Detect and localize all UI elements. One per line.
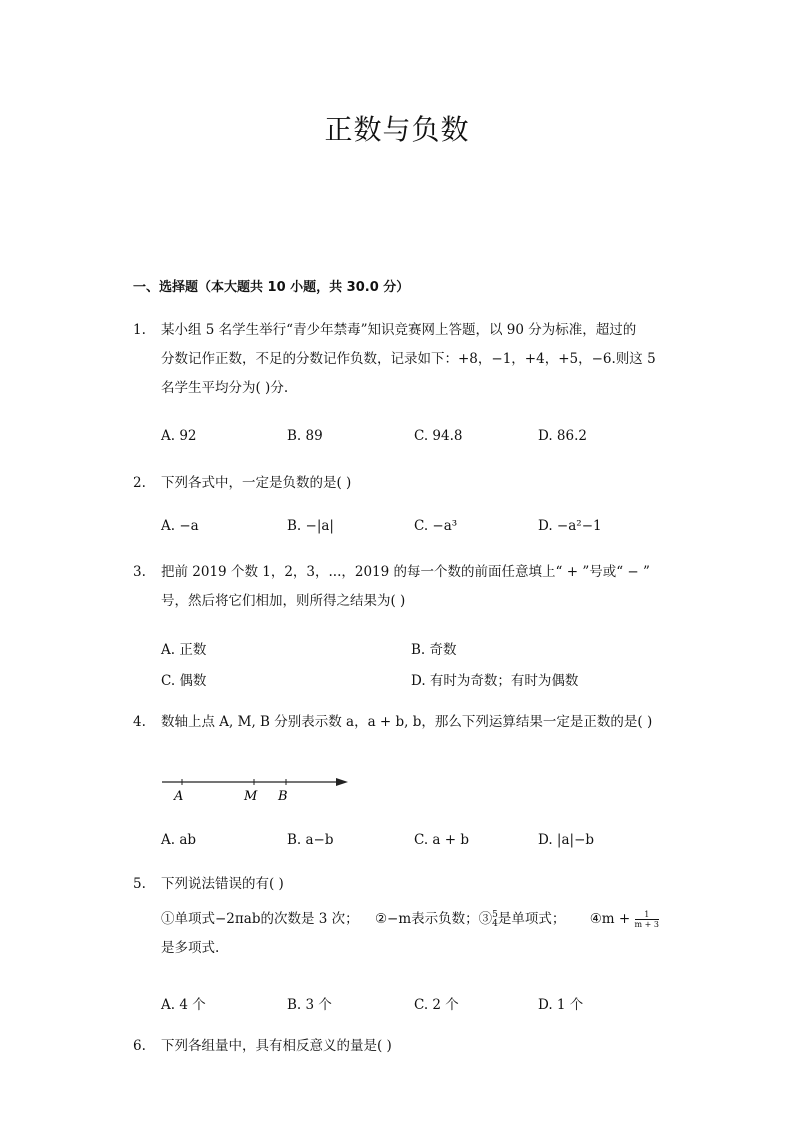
option-c[interactable]: C. 94.8 xyxy=(414,428,463,444)
number-line-figure xyxy=(160,772,360,812)
question-4 xyxy=(133,708,673,737)
question-text-line: 把前 2019 个数 1，2，3，...，2019 的每一个数的前面任意填上“ + ”号或“ − ” xyxy=(161,564,650,580)
question-text-line: 下列各组量中，具有相反意义的量是( ) xyxy=(161,1038,392,1054)
question-1 xyxy=(133,316,663,403)
option-b[interactable]: B. 奇数 xyxy=(411,642,457,658)
point-label-m: M xyxy=(244,789,258,804)
question-text-line: 某小组 5 名学生举行“青少年禁毒”知识竞赛网上答题，以 90 分为标准，超过的 xyxy=(161,322,637,338)
option-d[interactable]: D. −a²−1 xyxy=(538,518,602,534)
statement-2: ②−m表示负数；③ xyxy=(374,911,493,927)
point-label-a: A xyxy=(174,789,184,804)
question-number: 3. xyxy=(133,564,146,580)
question-text-line: 下列各式中，一定是负数的是( ) xyxy=(161,475,352,491)
question-text-line: 下列说法错误的有( ) xyxy=(161,876,284,892)
option-a[interactable]: A. −a xyxy=(161,518,199,534)
option-c[interactable]: C. −a³ xyxy=(414,518,458,534)
option-d[interactable]: D. 86.2 xyxy=(538,428,587,444)
statement-4: ④m + xyxy=(589,911,631,927)
fraction-1-over-m-plus-3: $\frac{1}{m + 3}$ xyxy=(634,910,659,929)
option-c[interactable]: C. 偶数 xyxy=(161,673,207,689)
question-2 xyxy=(133,469,663,498)
question-text-line: 数轴上点 A, M, B 分别表示数 a，a + b, b，那么下列运算结果一定是正数的是( ) xyxy=(161,714,653,730)
question-number: 2. xyxy=(133,475,146,491)
option-a[interactable]: A. 4 个 xyxy=(161,997,206,1013)
option-c[interactable]: C. a + b xyxy=(414,832,470,848)
option-d[interactable]: D. |a|−b xyxy=(538,832,595,848)
question-text-line: 名学生平均分为( )分. xyxy=(161,380,289,396)
option-c[interactable]: C. 2 个 xyxy=(414,997,459,1013)
question-3 xyxy=(133,558,663,616)
option-b[interactable]: B. −|a| xyxy=(287,518,334,534)
option-d[interactable]: D. 1 个 xyxy=(538,997,584,1013)
question-text-line: 分数记作正数，不足的分数记作负数，记录如下：+8，−1，+4，+5，−6.则这 5 xyxy=(161,351,656,367)
statement-3: 是单项式； xyxy=(497,911,566,927)
arrow-head-icon xyxy=(336,778,348,786)
option-b[interactable]: B. a−b xyxy=(287,832,334,848)
question-6 xyxy=(133,1032,663,1061)
option-d[interactable]: D. 有时为奇数；有时为偶数 xyxy=(411,673,579,689)
point-label-b: B xyxy=(278,789,288,804)
question-number: 4. xyxy=(133,714,146,730)
section-heading: 一、选择题（本大题共 10 小题，共 30.0 分） xyxy=(133,280,410,295)
statements-line xyxy=(161,905,673,934)
option-a[interactable]: A. 92 xyxy=(161,428,197,444)
question-number: 5. xyxy=(133,876,146,892)
fraction-5-4: 5 4 xyxy=(492,909,498,929)
statement-1: ①单项式−2πab的次数是 3 次； xyxy=(161,911,359,927)
question-text-line: 号，然后将它们相加，则所得之结果为( ) xyxy=(161,593,406,609)
question-number: 1. xyxy=(133,322,146,338)
option-b[interactable]: B. 3 个 xyxy=(287,997,332,1013)
question-text-line: 是多项式. xyxy=(161,940,220,956)
option-a[interactable]: A. 正数 xyxy=(161,642,207,658)
option-b[interactable]: B. 89 xyxy=(287,428,323,444)
page-title: 正数与负数 xyxy=(324,113,470,146)
question-number: 6. xyxy=(133,1038,146,1054)
question-5 xyxy=(133,870,673,963)
option-a[interactable]: A. ab xyxy=(161,832,197,848)
